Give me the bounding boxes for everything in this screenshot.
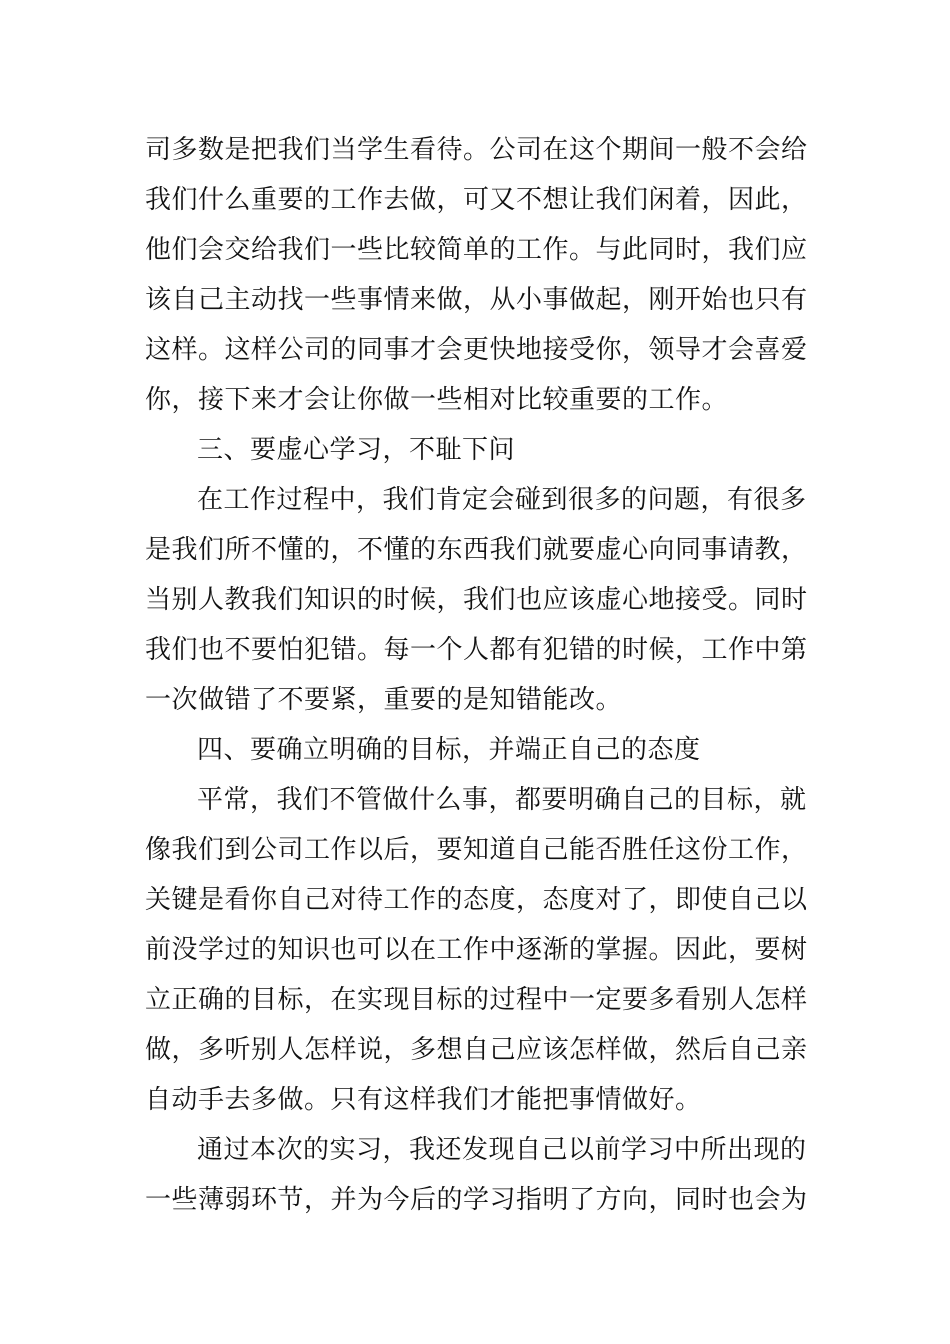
text-line: 在工作过程中，我们肯定会碰到很多的问题，有很多 (197, 485, 807, 515)
section-heading: 三、要虚心学习，不耻下问 (197, 435, 516, 465)
text-line: 像我们到公司工作以后，要知道自己能否胜任这份工作， (145, 835, 808, 865)
document-body (145, 125, 815, 1225)
text-line: 是我们所不懂的，不懂的东西我们就要虚心向同事请教， (145, 535, 808, 565)
text-line: 他们会交给我们一些比较简单的工作。与此同时，我们应 (145, 235, 808, 265)
text-line: 这样。这样公司的同事才会更快地接受你，领导才会喜爱 (145, 335, 808, 365)
text-line: 关键是看你自己对待工作的态度，态度对了，即使自己以 (145, 885, 808, 915)
text-line: 司多数是把我们当学生看待。公司在这个期间一般不会给 (145, 135, 808, 165)
text-line: 平常，我们不管做什么事，都要明确自己的目标，就 (197, 785, 807, 815)
text-line: 我们什么重要的工作去做，可又不想让我们闲着，因此， (145, 185, 808, 215)
text-line: 自动手去多做。只有这样我们才能把事情做好。 (145, 1085, 702, 1115)
text-line: 前没学过的知识也可以在工作中逐渐的掌握。因此，要树 (145, 935, 808, 965)
text-line: 做，多听别人怎样说，多想自己应该怎样做，然后自己亲 (145, 1035, 808, 1065)
text-line: 你，接下来才会让你做一些相对比较重要的工作。 (145, 385, 729, 415)
text-line: 一些薄弱环节，并为今后的学习指明了方向，同时也会为 (145, 1185, 808, 1215)
text-line: 当别人教我们知识的时候，我们也应该虚心地接受。同时 (145, 585, 808, 615)
text-line: 该自己主动找一些事情来做，从小事做起，刚开始也只有 (145, 285, 808, 315)
text-line: 我们也不要怕犯错。每一个人都有犯错的时候，工作中第 (145, 635, 808, 665)
text-line: 立正确的目标，在实现目标的过程中一定要多看别人怎样 (145, 985, 808, 1015)
text-line: 一次做错了不要紧，重要的是知错能改。 (145, 685, 623, 715)
section-heading: 四、要确立明确的目标，并端正自己的态度 (197, 735, 701, 765)
text-line: 通过本次的实习，我还发现自己以前学习中所出现的 (197, 1135, 807, 1165)
